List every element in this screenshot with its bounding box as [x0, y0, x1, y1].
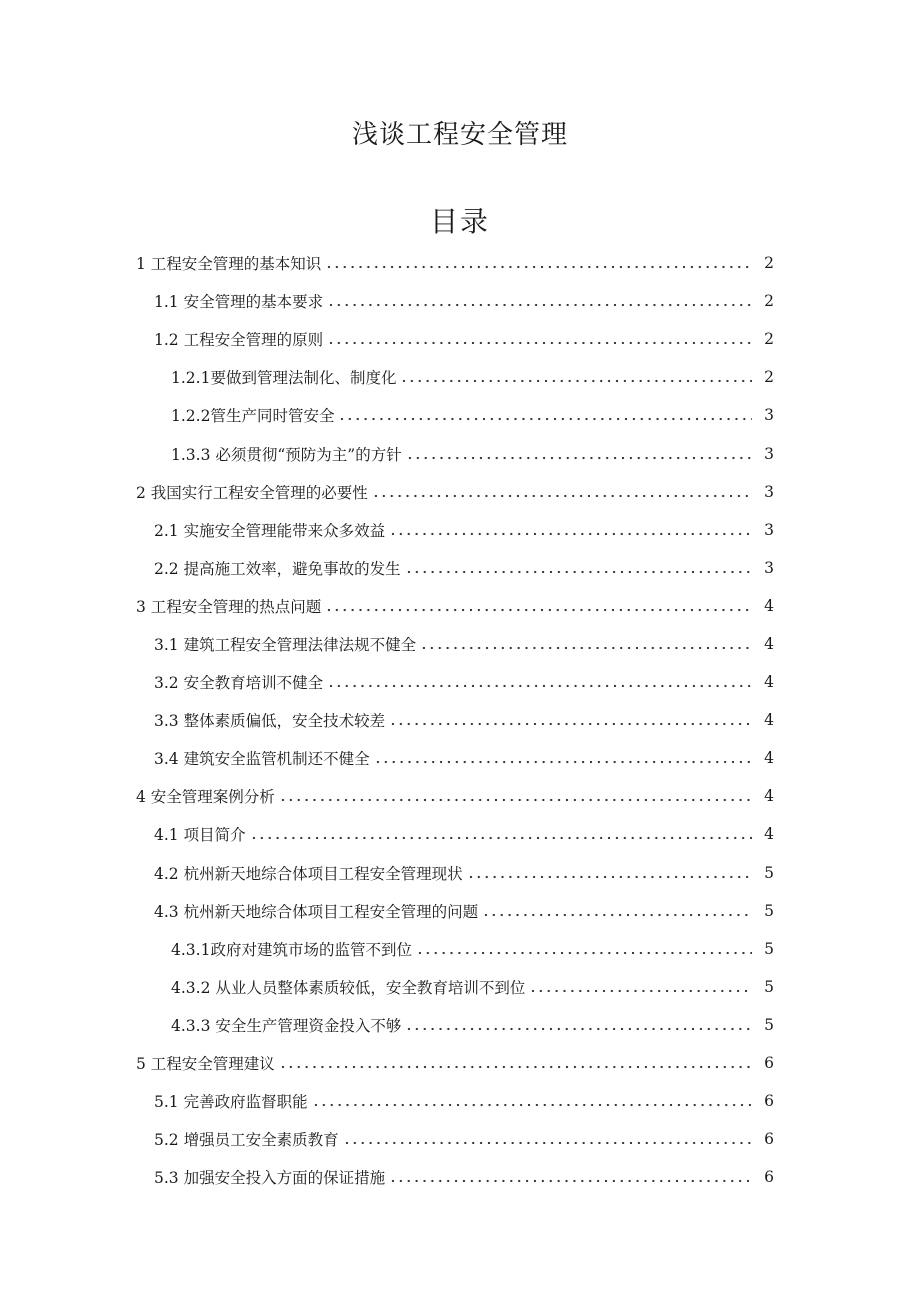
toc-entry-page-number: 5: [764, 901, 774, 920]
toc-entry-page-number: 6: [764, 1092, 774, 1111]
toc-entry[interactable]: [0, 320, 920, 358]
toc-entry-page-number: 3: [764, 482, 774, 501]
toc-entry-page-number: 5: [764, 863, 774, 882]
document-title: 浅谈工程安全管理: [351, 120, 568, 150]
toc-entry[interactable]: [0, 1044, 920, 1082]
toc-entry[interactable]: [0, 739, 920, 777]
toc-dot-leader: [312, 1103, 752, 1107]
toc-entry[interactable]: [0, 244, 920, 282]
table-of-contents: [0, 244, 920, 1196]
toc-entry-label: 1 工程安全管理的基本知识: [136, 252, 325, 274]
toc-entry[interactable]: [0, 815, 920, 853]
toc-entry[interactable]: [0, 701, 920, 739]
toc-entry[interactable]: [0, 854, 920, 892]
toc-dot-leader: [420, 646, 752, 650]
toc-dot-leader: [327, 341, 752, 345]
toc-entry[interactable]: [0, 663, 920, 701]
toc-entry[interactable]: [0, 282, 920, 320]
toc-entry-page-number: 3: [764, 520, 774, 539]
toc-dot-leader: [279, 1065, 752, 1069]
toc-dot-leader: [327, 684, 752, 688]
toc-entry-label: 4.3.1政府对建筑市场的监管不到位: [171, 938, 416, 960]
toc-entry-label: 1.2 工程安全管理的原则: [154, 328, 327, 350]
toc-heading: 目录: [429, 205, 490, 238]
toc-entry-page-number: 2: [764, 254, 774, 273]
toc-dot-leader: [279, 798, 752, 802]
toc-entry-label: 3 工程安全管理的热点问题: [136, 595, 325, 617]
toc-entry-page-number: 5: [764, 977, 774, 996]
toc-entry-label: 4.3 杭州新天地综合体项目工程安全管理的问题: [154, 900, 482, 922]
toc-entry-label: 2 我国实行工程安全管理的必要性: [136, 481, 372, 503]
toc-entry[interactable]: [0, 1006, 920, 1044]
toc-entry-label: 3.2 安全教育培训不健全: [154, 671, 327, 693]
toc-entry-page-number: 5: [764, 939, 774, 958]
toc-entry-page-number: 4: [764, 596, 774, 615]
toc-entry-page-number: 6: [764, 1054, 774, 1073]
toc-entry[interactable]: [0, 1158, 920, 1196]
toc-entry[interactable]: [0, 396, 920, 434]
toc-entry-label: 2.1 实施安全管理能带来众多效益: [154, 519, 389, 541]
toc-dot-leader: [389, 532, 752, 536]
toc-dot-leader: [338, 417, 752, 421]
toc-entry[interactable]: [0, 1120, 920, 1158]
toc-entry-page-number: 3: [764, 444, 774, 463]
toc-dot-leader: [327, 303, 752, 307]
toc-entry[interactable]: [0, 473, 920, 511]
toc-entry[interactable]: [0, 511, 920, 549]
toc-dot-leader: [325, 608, 752, 612]
toc-entry-label: 4.1 项目简介: [154, 823, 250, 845]
toc-entry[interactable]: [0, 968, 920, 1006]
toc-entry[interactable]: [0, 930, 920, 968]
toc-entry-page-number: 3: [764, 558, 774, 577]
toc-entry-label: 1.3.3 必须贯彻“预防为主”的方针: [171, 443, 406, 465]
toc-entry-page-number: 2: [764, 292, 774, 311]
toc-dot-leader: [416, 951, 752, 955]
toc-entry[interactable]: [0, 358, 920, 396]
toc-entry-label: 1.2.2管生产同时管安全: [171, 404, 338, 426]
toc-entry-label: 1.1 安全管理的基本要求: [154, 290, 327, 312]
toc-entry-label: 4.3.3 安全生产管理资金投入不够: [171, 1014, 405, 1036]
toc-entry-label: 4.2 杭州新天地综合体项目工程安全管理现状: [154, 862, 467, 884]
toc-dot-leader: [325, 265, 752, 269]
toc-entry-label: 3.4 建筑安全监管机制还不健全: [154, 747, 374, 769]
toc-dot-leader: [529, 989, 752, 993]
toc-entry-label: 5.1 完善政府监督职能: [154, 1090, 312, 1112]
toc-entry-page-number: 6: [764, 1168, 774, 1187]
toc-entry[interactable]: [0, 549, 920, 587]
toc-dot-leader: [405, 570, 752, 574]
toc-entry-page-number: 4: [764, 825, 774, 844]
toc-dot-leader: [250, 836, 752, 840]
toc-entry-label: 3.1 建筑工程安全管理法律法规不健全: [154, 633, 420, 655]
toc-dot-leader: [406, 456, 752, 460]
toc-entry[interactable]: [0, 625, 920, 663]
toc-entry-page-number: 4: [764, 673, 774, 692]
toc-dot-leader: [389, 722, 752, 726]
toc-entry-label: 4.3.2 从业人员整体素质较低，安全教育培训不到位: [171, 976, 529, 998]
toc-entry-page-number: 5: [764, 1015, 774, 1034]
toc-entry-label: 3.3 整体素质偏低，安全技术较差: [154, 709, 389, 731]
toc-entry[interactable]: [0, 1082, 920, 1120]
toc-entry[interactable]: [0, 892, 920, 930]
toc-entry-label: 2.2 提高施工效率，避免事故的发生: [154, 557, 405, 579]
toc-entry-label: 5.2 增强员工安全素质教育: [154, 1128, 343, 1150]
toc-dot-leader: [372, 494, 752, 498]
toc-dot-leader: [405, 1027, 752, 1031]
toc-entry-label: 5.3 加强安全投入方面的保证措施: [154, 1166, 389, 1188]
toc-entry-page-number: 4: [764, 711, 774, 730]
toc-dot-leader: [343, 1141, 752, 1145]
toc-entry-page-number: 4: [764, 749, 774, 768]
toc-entry[interactable]: [0, 777, 920, 815]
toc-entry-label: 4 安全管理案例分析: [136, 785, 279, 807]
toc-dot-leader: [482, 913, 752, 917]
toc-dot-leader: [374, 760, 752, 764]
toc-entry-page-number: 3: [764, 406, 774, 425]
toc-entry[interactable]: [0, 434, 920, 472]
toc-entry-page-number: 2: [764, 368, 774, 387]
toc-entry[interactable]: [0, 587, 920, 625]
toc-dot-leader: [400, 379, 752, 383]
toc-entry-page-number: 6: [764, 1130, 774, 1149]
toc-entry-label: 1.2.1要做到管理法制化、制度化: [171, 366, 400, 388]
toc-entry-label: 5 工程安全管理建议: [136, 1052, 279, 1074]
toc-entry-page-number: 4: [764, 634, 774, 653]
toc-dot-leader: [467, 875, 752, 879]
toc-dot-leader: [389, 1179, 752, 1183]
toc-entry-page-number: 4: [764, 787, 774, 806]
toc-entry-page-number: 2: [764, 330, 774, 349]
